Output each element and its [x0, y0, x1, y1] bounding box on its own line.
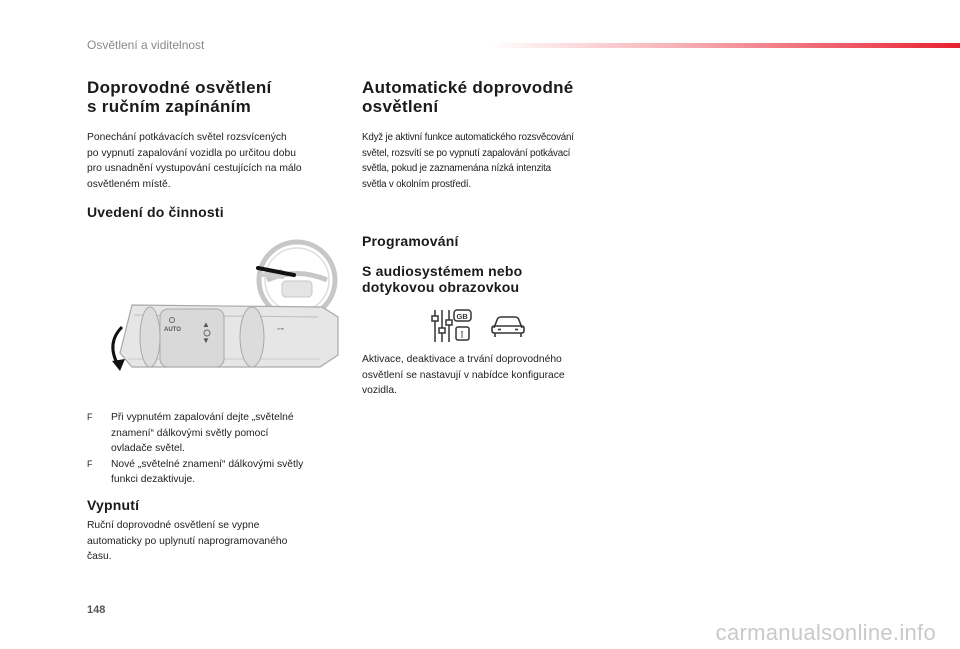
car-icon [490, 312, 526, 338]
right-column [362, 78, 632, 295]
watermark: carmanualsonline.info [715, 620, 936, 645]
pull-arrow-icon [112, 359, 125, 371]
off-line: času. [87, 551, 112, 562]
programming-description [362, 352, 637, 399]
body-line: osvětlení se nastavují v nabídce konfigurace [362, 369, 565, 381]
manual-lighting-title: Doprovodné osvětlení s ručním zapínáním [87, 78, 272, 116]
off-line: Ruční doprovodné osvětlení se vypne [87, 520, 260, 531]
stalk-auto-label: AUTO [164, 327, 181, 333]
key-icon: ⊶ [277, 326, 284, 333]
high-beam-icon: ▲ [202, 320, 210, 329]
header-accent-line [490, 43, 960, 48]
section-title: Osvětlení a viditelnost [87, 38, 205, 52]
body-line: Aktivace, deaktivace a trvání doprovodného [362, 354, 562, 365]
settings-sliders-icon [430, 308, 472, 344]
i-badge: I [460, 329, 464, 340]
audio-touchscreen-title: S audiosystémem nebo dotykovou obrazovkou [362, 263, 523, 295]
intro-line: Když je aktivní funkce automatického rozsvěcování [362, 132, 574, 143]
automatic-lighting-intro [362, 130, 637, 192]
page-number: 148 [87, 604, 106, 616]
stalk-body [120, 305, 338, 367]
bullet-icon: F [87, 458, 93, 469]
bullet-line: znamení“ dálkovými světly pomocí [111, 427, 269, 439]
body-line: vozidla. [362, 385, 397, 396]
activation-title: Uvedení do činnosti [87, 204, 224, 220]
intro-line: po vypnutí zapalování vozidla po určitou dobu [87, 147, 296, 159]
intro-line: světla v okolním prostředí. [362, 178, 471, 190]
bullet-line: Při vypnutém zapalování dejte „světelné [111, 412, 294, 423]
automatic-lighting-title: Automatické doprovodné osvětlení [362, 78, 574, 116]
light-stalk-illustration [92, 235, 342, 385]
off-title: Vypnutí [87, 497, 140, 513]
off-line: automaticky po uplynutí naprogramovaného [87, 535, 288, 547]
intro-line: Ponechání potkávacích světel rozsvícených [87, 132, 287, 143]
manual-lighting-intro [87, 130, 352, 192]
bullet-line: Nové „světelné znamení“ dálkovými světly [111, 458, 304, 470]
intro-line: světla, pokud je zaznamenána nízká intenzita [362, 163, 551, 174]
intro-line: pro usnadnění vystupování cestujících na málo [87, 163, 302, 174]
off-description [87, 518, 352, 565]
left-column [87, 78, 352, 220]
bullet-line: ovladače světel. [111, 443, 185, 454]
low-beam-icon: ▼ [202, 336, 210, 345]
list-item [87, 410, 357, 457]
programming-title: Programování [362, 233, 459, 249]
gb-badge: GB [456, 312, 468, 321]
bullet-icon: F [87, 412, 93, 422]
intro-line: osvětleném místě. [87, 178, 171, 190]
intro-line: světel, rozsvítí se po vypnutí zapalování potkávací [362, 147, 571, 159]
activation-steps [87, 410, 357, 488]
bullet-line: funkci dezaktivuje. [111, 474, 196, 485]
list-item [87, 457, 357, 488]
